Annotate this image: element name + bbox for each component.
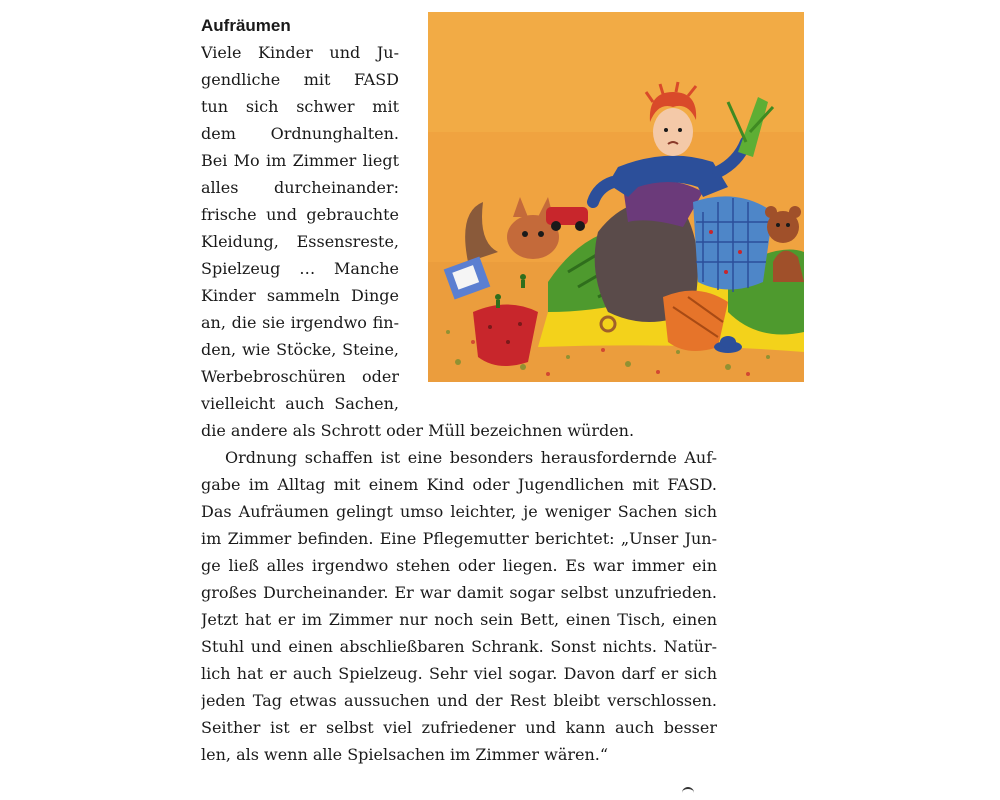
text-line: Jetzt hat er im Zimmer nur noch sein Bett, einen Tisch, einen — [201, 610, 717, 629]
text-line: lich hat er auch Spielzeug. Sehr viel sogar. Davon darf er sich — [201, 664, 717, 683]
text-line: den, wie Stöcke, Steine, — [201, 340, 399, 359]
text-line: frische und gebrauchte — [201, 205, 399, 224]
text-line: Stuhl und einen abschließbaren Schrank. Sonst nichts. Natür- — [201, 637, 717, 656]
text-line: großes Durcheinander. Er war damit sogar selbst unzufrieden. — [201, 583, 717, 602]
text-line: Spielzeug … Manche — [201, 259, 399, 278]
text-line: Viele Kinder und Ju- — [201, 43, 399, 62]
text-line: Bei Mo im Zimmer liegt — [201, 151, 399, 170]
text-line: dem Ordnunghalten. — [201, 124, 399, 143]
text-line: len, als wenn alle Spielsachen im Zimmer wären.“ — [201, 745, 609, 764]
child-drawing-messy-room-illustration — [428, 12, 804, 382]
text-line: ge ließ alles irgendwo stehen oder liegen. Es war immer ein — [201, 556, 717, 575]
text-line: gendliche mit FASD — [201, 70, 399, 89]
text-line: an, die sie irgendwo fin- — [201, 313, 399, 332]
text-line: tun sich schwer mit — [201, 97, 399, 116]
text-line: Werbebroschüren oder — [201, 367, 399, 386]
paragraph-1-narrow-column — [201, 39, 399, 417]
text-line: Ordnung schaffen ist eine besonders herausfordernde Auf- — [225, 448, 717, 467]
text-line: Das Aufräumen gelingt umso leichter, je weniger Sachen sich — [201, 502, 717, 521]
text-line: Kleidung, Essensreste, — [201, 232, 399, 251]
text-line: alles durcheinander: — [201, 178, 399, 197]
text-line: Kinder sammeln Dinge — [201, 286, 399, 305]
text-line: jeden Tag etwas aussuchen und der Rest bleibt verschlossen. — [201, 691, 717, 710]
text-line: im Zimmer befinden. Eine Pflegemutter berichtet: „Unser Jun- — [201, 529, 717, 548]
body-text-block — [201, 417, 717, 768]
text-line: die andere als Schrott oder Müll bezeichnen würden. — [201, 421, 635, 440]
text-line: vielleicht auch Sachen, — [201, 394, 399, 413]
text-line: gabe im Alltag mit einem Kind oder Jugendlichen mit FASD. — [201, 475, 717, 494]
section-heading: Aufräumen — [201, 16, 291, 35]
page-fold-mark — [682, 787, 694, 795]
text-line: Seither ist er selbst viel zufriedener und kann auch besser — [201, 718, 717, 737]
